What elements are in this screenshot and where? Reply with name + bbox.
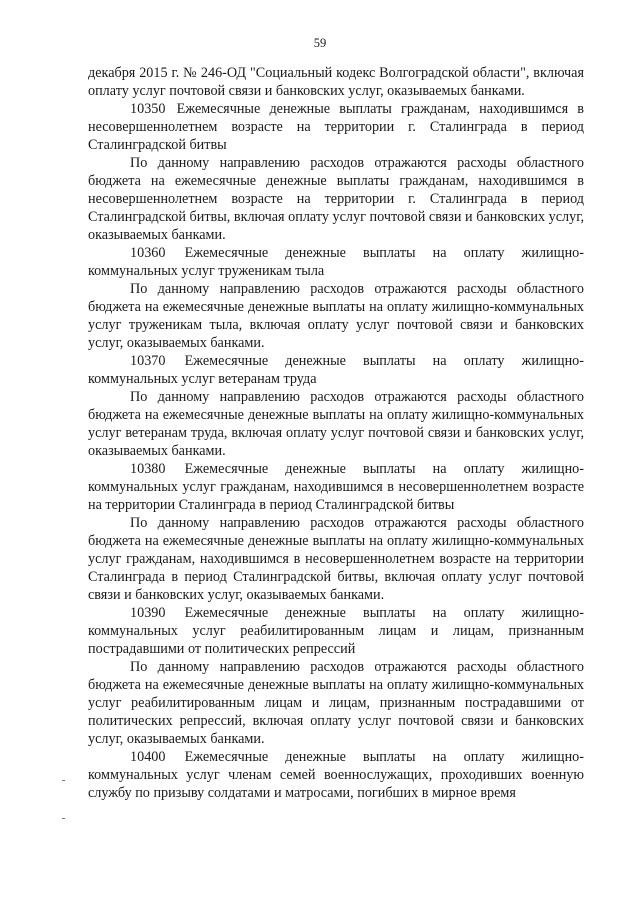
section-body-10350: По данному направлению расходов отражаются расходы областного бюджета на ежемесячные денежные выплаты гражданам, находившимся в несовершеннолетнем возрасте на территории г. Сталинграда в период Сталинградской битвы, включая оплату услуг почтовой связи и банковских услуг, оказываемых банками. <box>88 155 584 243</box>
section-code: 10360 <box>130 245 166 261</box>
section-body-10360: По данному направлению расходов отражаются расходы областного бюджета на ежемесячные денежные выплаты на оплату жилищно-коммунальных услуг труженикам тыла, включая оплату услуг почтовой связи и банковских услуг, оказываемых банками. <box>88 281 584 351</box>
section-title: Ежемесячные денежные выплаты на оплату жилищно-коммунальных услуг ветеранам труда <box>88 353 584 387</box>
section-heading-10380 <box>88 460 584 514</box>
section-heading-10350 <box>88 100 584 154</box>
section-body-10380: По данному направлению расходов отражаются расходы областного бюджета на ежемесячные денежные выплаты на оплату жилищно-коммунальных услуг гражданам, находившимся в несовершеннолетнем возрасте на территории Сталинграда в период Сталинградской битвы, включая оплату услуг почтовой связи и банковских услуг, оказываемых банками. <box>88 515 584 603</box>
section-title: Ежемесячные денежные выплаты на оплату жилищно-коммунальных услуг труженикам тыла <box>88 245 584 279</box>
page-number: 59 <box>313 36 327 50</box>
document-body <box>88 64 584 802</box>
section-code: 10350 <box>130 101 166 117</box>
section-heading-10370 <box>88 352 584 388</box>
scan-speck <box>62 818 65 819</box>
section-title: Ежемесячные денежные выплаты на оплату жилищно-коммунальных услуг гражданам, находившимся в несовершеннолетнем возрасте на территории Сталинграда в период Сталинградской битвы <box>88 461 584 513</box>
section-title: Ежемесячные денежные выплаты на оплату жилищно-коммунальных услуг членам семей военнослужащих, проходивших военную службу по призыву солдатами и матросами, погибших в мирное время <box>88 749 584 801</box>
section-heading-10360 <box>88 244 584 280</box>
section-heading-10400 <box>88 748 584 802</box>
scan-speck <box>62 780 65 781</box>
section-code: 10380 <box>130 461 166 477</box>
section-body-10370: По данному направлению расходов отражаются расходы областного бюджета на ежемесячные денежные выплаты на оплату жилищно-коммунальных услуг ветеранам труда, включая оплату услуг почтовой связи и банковских услуг, оказываемых банками. <box>88 389 584 459</box>
section-title: Ежемесячные денежные выплаты на оплату жилищно-коммунальных услуг реабилитированным лицам и лицам, признанным пострадавшими от политических репрессий <box>88 605 584 657</box>
section-code: 10390 <box>130 605 166 621</box>
section-code: 10400 <box>130 749 166 765</box>
section-code: 10370 <box>130 353 166 369</box>
continuation-paragraph: декабря 2015 г. № 246-ОД "Социальный кодекс Волгоградской области", включая оплату услуг почтовой связи и банковских услуг, оказываемых банками. <box>88 65 584 99</box>
section-title: Ежемесячные денежные выплаты гражданам, находившимся в несовершеннолетнем возрасте на территории г. Сталинграда в период Сталинградской битвы <box>88 101 585 153</box>
section-body-10390: По данному направлению расходов отражаются расходы областного бюджета на ежемесячные денежные выплаты на оплату жилищно-коммунальных услуг реабилитированным лицам и лицам, признанным пострадавшими от политических репрессий, включая оплату услуг почтовой связи и банковских услуг, оказываемых банками. <box>88 659 584 747</box>
section-heading-10390 <box>88 604 584 658</box>
